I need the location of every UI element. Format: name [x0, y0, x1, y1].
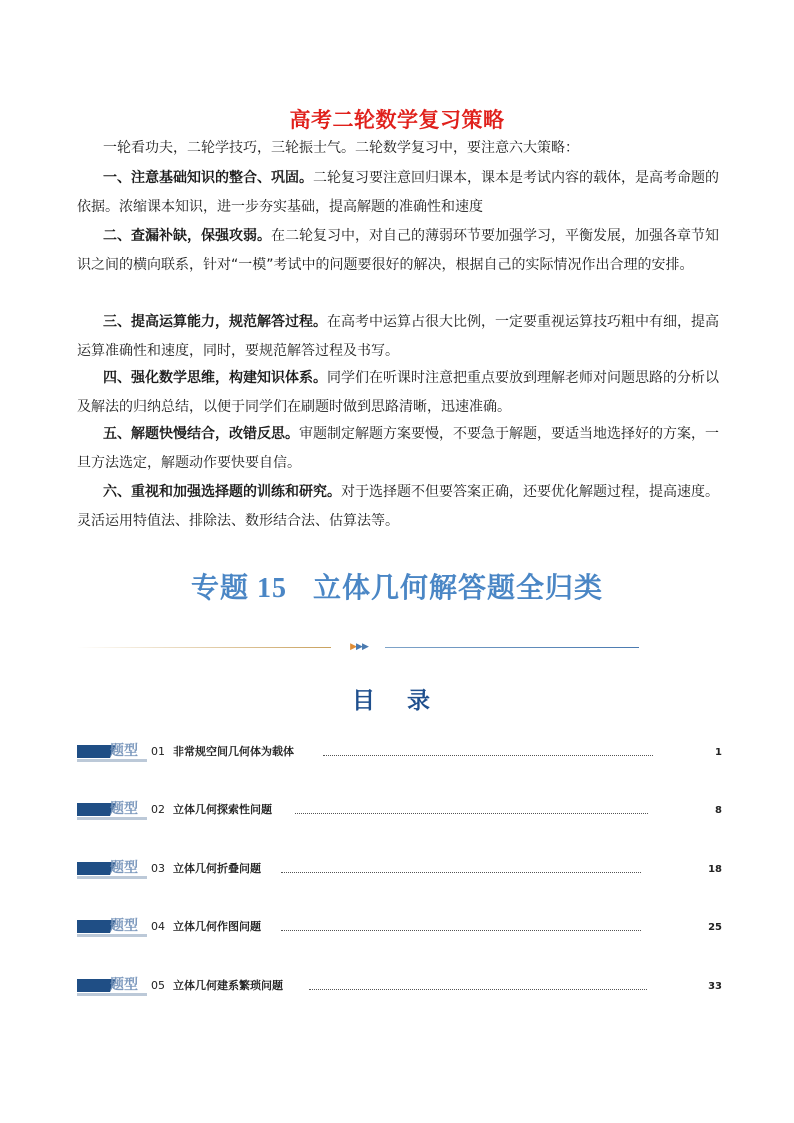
- toc-title: 目 录: [351, 688, 442, 714]
- strategy-paragraph-5: [77, 420, 719, 478]
- divider-line-right: [385, 647, 639, 648]
- page-title: 高考二轮数学复习策略: [289, 108, 505, 132]
- topic-name: 立体几何解答题全归类: [313, 573, 604, 604]
- badge-label: 题型: [110, 918, 138, 934]
- strategy-body: 二轮复习要注意回归课本，课本是考试内容的载体，是高考命题的依据。浓缩课本知识，进一步夯实基础，提高解题的准确性和速度: [77, 170, 719, 215]
- question-type-badge-icon: [77, 800, 147, 818]
- toc-leader-dots: [309, 989, 647, 990]
- strategy-heading: 四、强化数学思维，构建知识体系。: [103, 370, 327, 386]
- toc-entry-number: 05: [151, 979, 165, 992]
- strategy-body: 审题制定解题方案要慢，不要急于解题，要适当地选择好的方案，一旦方法选定，解题动作要快要自信。: [77, 426, 719, 471]
- strategy-paragraph-4: [77, 364, 719, 422]
- strategy-heading: 三、提高运算能力，规范解答过程。: [103, 314, 327, 330]
- toc-entry-number: 01: [151, 745, 165, 758]
- toc-entry-title: [151, 744, 294, 760]
- strategy-paragraph-3: [77, 308, 719, 366]
- toc-entry-4[interactable]: [77, 917, 722, 943]
- strategy-paragraph-2: [77, 222, 719, 280]
- strategy-body: 对于选择题不但要答案正确，还要优化解题过程，提高速度。灵活运用特值法、排除法、数形结合法、估算法等。: [77, 484, 719, 529]
- strategy-body: 在高考中运算占很大比例，一定要重视运算技巧粗中有细，提高运算准确性和速度，同时，要规范解答过程及书写。: [77, 314, 719, 359]
- intro-text: 一轮看功夫，二轮学技巧，三轮振士气。二轮数学复习中，要注意六大策略：: [103, 140, 579, 156]
- toc-entry-1[interactable]: [77, 742, 722, 768]
- toc-entry-text: 立体几何作图问题: [173, 920, 261, 933]
- toc-entry-title: [151, 802, 272, 818]
- toc-entry-text: 立体几何探索性问题: [173, 803, 272, 816]
- toc-entry-text: 非常规空间几何体为载体: [173, 745, 294, 758]
- toc-entry-title: [151, 861, 261, 877]
- toc-entry-2[interactable]: [77, 800, 722, 826]
- strategy-paragraph-6: [77, 478, 719, 536]
- toc-page-number: 8: [715, 805, 722, 816]
- strategy-body: 同学们在听课时注意把重点要放到理解老师对问题思路的分析以及解法的归纳总结，以便于同学们在刷题时做到思路清晰，迅速准确。: [77, 370, 719, 415]
- question-type-badge-icon: [77, 742, 147, 760]
- toc-entry-text: 立体几何建系繁琐问题: [173, 979, 283, 992]
- topic-title: [0, 566, 794, 606]
- strategy-heading: 五、解题快慢结合，改错反思。: [103, 426, 299, 442]
- badge-label: 题型: [110, 801, 138, 817]
- title-divider: [77, 640, 639, 654]
- toc-entry-3[interactable]: [77, 859, 722, 885]
- question-type-badge-icon: [77, 976, 147, 994]
- strategy-heading: 二、查漏补缺，保强攻弱。: [103, 228, 271, 244]
- arrow-decoration-icon: ▶▶▶: [350, 642, 368, 652]
- toc-entry-title: [151, 919, 261, 935]
- strategy-paragraph-1: [77, 164, 719, 222]
- question-type-badge-icon: [77, 917, 147, 935]
- toc-page-number: 33: [708, 981, 722, 992]
- topic-number: 专题 15: [190, 573, 287, 604]
- toc-leader-dots: [281, 872, 641, 873]
- toc-leader-dots: [295, 813, 648, 814]
- badge-label: 题型: [110, 743, 138, 759]
- badge-label: 题型: [110, 977, 138, 993]
- toc-page-number: 25: [708, 922, 722, 933]
- toc-leader-dots: [281, 930, 641, 931]
- question-type-badge-icon: [77, 859, 147, 877]
- toc-entry-5[interactable]: [77, 976, 722, 1002]
- toc-entry-text: 立体几何折叠问题: [173, 862, 261, 875]
- toc-entry-title: [151, 978, 283, 994]
- badge-label: 题型: [110, 860, 138, 876]
- strategy-heading: 一、注意基础知识的整合、巩固。: [103, 170, 313, 186]
- toc-page-number: 18: [708, 864, 722, 875]
- strategy-body: 在二轮复习中，对自己的薄弱环节要加强学习，平衡发展，加强各章节知识之间的横向联系，针对“一模”考试中的问题要很好的解决，根据自己的实际情况作出合理的安排。: [77, 228, 719, 273]
- toc-leader-dots: [323, 755, 653, 756]
- strategy-heading: 六、重视和加强选择题的训练和研究。: [103, 484, 341, 500]
- toc-entry-number: 02: [151, 803, 165, 816]
- toc-page-number: 1: [715, 747, 722, 758]
- divider-line-left: [77, 647, 331, 648]
- toc-entry-number: 04: [151, 920, 165, 933]
- toc-entry-number: 03: [151, 862, 165, 875]
